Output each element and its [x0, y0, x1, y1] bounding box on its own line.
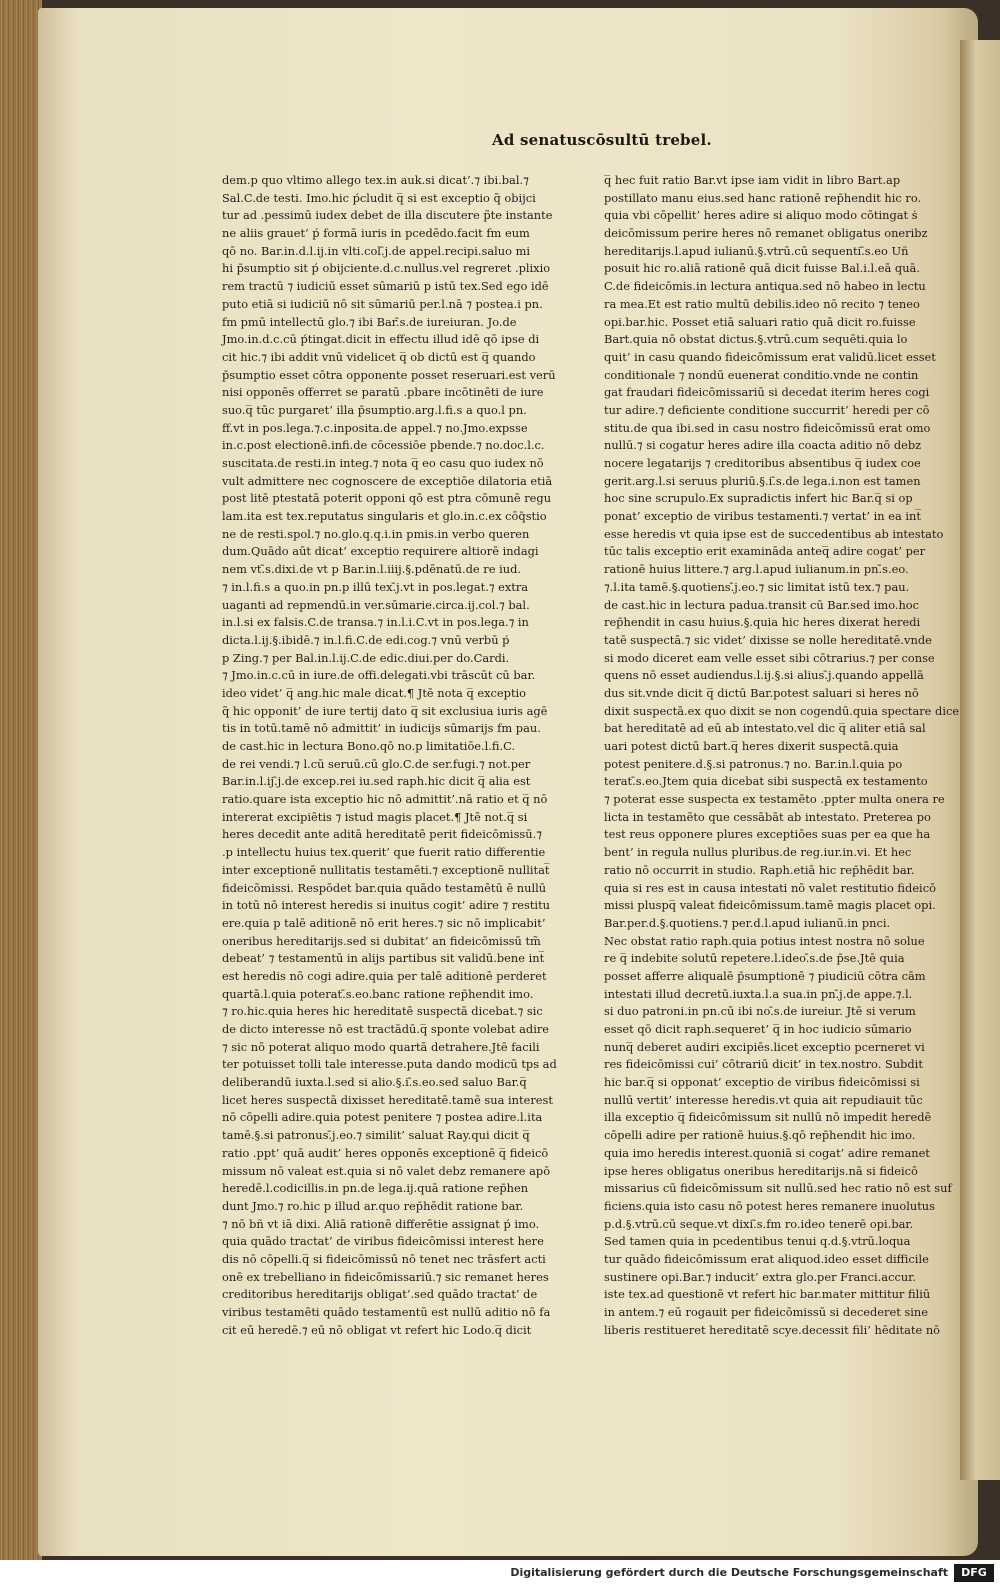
- text-line: quia quādo tractat’ de viribus fideicōmissi interest here: [222, 1234, 544, 1249]
- facing-page-edge: [960, 40, 1000, 1480]
- text-column-left: [222, 172, 557, 1337]
- text-line: ⁊ poterat esse suspecta ex testamēto .ppter multa onera re: [604, 792, 945, 807]
- text-line: Nec obstat ratio raph.quia potius intest nostra nō solue: [604, 933, 925, 948]
- text-line: heredē.l.codicillis.in pn.de lega.ij.quā ratione rep̄hen: [222, 1181, 529, 1196]
- text-line: missarius cū fideicōmissum sit nullū.sed hec ratio nō est suf: [604, 1181, 952, 1196]
- text-line: res fideicōmissi cui’ cōtrariū dicit’ in tex.nostro. Subdit: [604, 1057, 923, 1072]
- text-line: tatē suspectā.⁊ sic videt’ dixisse se nolle hereditatē.vnde: [604, 632, 932, 647]
- text-line: licet heres suspectā dixisset hereditatē.tamē sua interest: [222, 1092, 553, 1107]
- text-line: lam.ita est tex.reputatus singularis et glo.in.c.ex cōq̄stio: [222, 509, 547, 524]
- text-line: postillato manu eius.sed hanc rationē rep̄hendit hic ro.: [604, 190, 922, 205]
- text-line: puto etiā si iudiciū nō sit sūmariū per.l.nā ⁊ postea.i pn.: [222, 296, 543, 311]
- text-line: licta in testamēto que cessābāt ab intestato. Preterea po: [604, 809, 931, 824]
- text-line: Bart.quia nō obstat dictus.§.vtrū.cum sequēti.quia lo: [604, 332, 908, 347]
- text-line: dus sit.vnde dicit q̅ dictū Bar.potest saluari si heres nō: [604, 685, 919, 700]
- text-line: p.d.§.vtrū.cū seque.vt dixi.̄s.fm ro.ideo tenerē opi.bar.: [604, 1216, 914, 1231]
- text-line: ratio nō occurrit in studio. Raph.etiā hic rep̄hēdit bar.: [604, 862, 915, 877]
- text-line: dunt Jmo.⁊ ro.hic p illud ar.quo rep̄hēdit ratione bar.: [222, 1198, 524, 1213]
- text-line: quartā.l.quia poterat.̄s.eo.banc ratione rep̄hendit imo.: [222, 986, 534, 1001]
- text-line: bat hereditatē ad eū ab intestato.vel dic q̅ aliter etiā sal: [604, 721, 926, 736]
- text-line: dis nō cōpelli.q̅ si fideicōmissū nō tenet nec trāsfert acti: [222, 1251, 546, 1266]
- text-line: tur adire.⁊ deficiente conditione succurrit’ heredi per cō: [604, 402, 930, 417]
- text-line: bent’ in regula nullus pluribus.de reg.iur.in.vi. Et hec: [604, 845, 912, 860]
- text-line: in antem.⁊ eū rogauit per fideicōmissū si decederet sine: [604, 1305, 928, 1319]
- text-line: ne de resti.spol.⁊ no.glo.q.q.i.in pmis.in verbo queren: [222, 526, 530, 541]
- text-line: cit hic.⁊ ibi addit vnū videlicet q̅ ob dictū est q̅ quando: [222, 349, 536, 364]
- text-line: in.c.post electionē.infi.de cōcessiōe pbende.⁊ no.doc.l.c.: [222, 438, 545, 453]
- text-line: ⁊ Jmo.in.c.cū in iure.de offi.delegati.vbi trāscūt cū bar.: [222, 668, 536, 683]
- text-line: heres decedit ante aditā hereditatē perit fideicōmissū.⁊: [222, 827, 542, 842]
- text-line: uaganti ad repmendū.in ver.sūmarie.circa.ij.col.⁊ bal.: [222, 597, 530, 612]
- text-line: ne aliis grauet’ ṕ formā iuris in pcedēdo.facit fm eum: [222, 226, 530, 241]
- text-line: quit’ in casu quando fideicōmissum erat validū.licet esset: [604, 349, 936, 364]
- text-line: test reus opponere plures exceptiōes suas per ea que ha: [604, 827, 931, 842]
- text-line: suo.q̅ tūc purgaret’ illa p̄sumptio.arg.l.fi.s a quo.l pn.: [222, 402, 527, 417]
- text-line: ⁊ nō bñ vt iā dixi. Aliā rationē differētie assignat ṕ imo.: [222, 1216, 540, 1231]
- text-line: ⁊ in.l.fi.s a quo.in pn.p illū tex.̄j.vt in pos.legat.⁊ extra: [222, 579, 529, 594]
- text-line: rem tractū ⁊ iudiciū esset sūmariū p istū tex.Sed ego idē: [222, 279, 549, 294]
- text-line: nullū.⁊ si cogatur heres adire illa coacta aditio nō debz: [604, 438, 922, 453]
- text-line: quia imo heredis interest.quoniā si cogat’ adire remanet: [604, 1145, 930, 1160]
- text-line: p̄sumptio esset cōtra opponente posset reseruari.est verū: [222, 367, 556, 382]
- text-line: nisi opponēs offerret se paratū .pbare incōtinēti de iure: [222, 385, 544, 400]
- text-line: nem vt.̄s.dixi.de vt p Bar.in.l.iiij.§.pdēnatū.de re iud.: [222, 562, 521, 577]
- text-line: hoc sine scrupulo.Ex supradictis infert hic Bar.q̅ si op: [604, 491, 913, 506]
- text-line: nocere legatarijs ⁊ creditoribus absentibus q̅ iudex coe: [604, 456, 921, 470]
- text-line: intererat excipiētis ⁊ istud magis placet.¶ Jtē not.q̅ si: [222, 809, 528, 824]
- text-column-right: [604, 172, 960, 1337]
- book-page-edges: [0, 0, 42, 1560]
- text-line: post litē ptestatā poterit opponi qō est ptra cōmunē regu: [222, 491, 552, 506]
- text-line: iste tex.ad questionē vt refert hic bar.mater mittitur filiū: [604, 1287, 931, 1302]
- text-line: de rei vendi.⁊ l.cū seruū.cū glo.C.de ser.fugi.⁊ not.per: [222, 756, 531, 771]
- text-line: ff.vt in pos.lega.⁊.c.inposita.de appel.⁊ no.Jmo.expsse: [222, 420, 528, 435]
- funding-credit: Digitalisierung gefördert durch die Deutsche Forschungsgemeinschaft: [510, 1566, 948, 1579]
- text-line: uari potest dictū bart.q̅ heres dixerit suspectā.quia: [604, 739, 899, 753]
- text-line: dum.Quādo aūt dicat’ exceptio requirere altiorē indagi: [222, 544, 539, 559]
- running-title: Ad senatuscōsultū trebel.: [492, 131, 712, 149]
- text-line: liberis restitueret hereditatē scye.decessit fili’ hēditate nō: [604, 1322, 941, 1337]
- text-line: ra mea.Et est ratio multū debilis.ideo nō recito ⁊ teneo: [604, 296, 920, 311]
- text-line: tamē.§.si patronus.̄j.eo.⁊ similit’ saluat Ray.qui dicit q̅: [222, 1128, 530, 1143]
- text-line: rationē huius littere.⁊ arg.l.apud iulianum.in pn.̄s.eo.: [604, 562, 909, 577]
- text-line: missum nō valeat est.quia si nō valet debz remanere apō: [222, 1163, 551, 1178]
- text-line: dicta.l.ij.§.ibidē.⁊ in.l.fi.C.de edi.cog.⁊ vnū verbū ṕ: [222, 632, 510, 647]
- text-line: fm pmū intellectū glo.⁊ ibi Bar.̄s.de iureiuran. Jo.de: [222, 314, 517, 329]
- text-line: Sal.C.de testi. Imo.hic ṕcludit q̅ si est exceptio q̃ obijci: [222, 190, 536, 205]
- text-line: ter potuisset tolli tale interesse.puta dando modicū tps ad: [222, 1057, 557, 1072]
- text-line: quens nō esset audiendus.l.ij.§.si alius.̄j.quando appellā: [604, 668, 924, 683]
- text-line: ideo videt’ q̅ ang.hic male dicat.¶ Jtē nota q̅ exceptio: [222, 685, 527, 700]
- text-line: tur quādo fideicōmissum erat aliquod.ideo esset difficile: [604, 1251, 929, 1266]
- text-line: cit eū heredē.⁊ eū nō obligat vt refert hic Lodo.q̅ dicit: [222, 1322, 532, 1337]
- text-line: gerit.arg.l.si seruus pluriū.§.i.̄s.de lega.i.non est tamen: [604, 473, 921, 488]
- text-line: si modo diceret eam velle esset sibi cōtrarius.⁊ per conse: [604, 650, 935, 665]
- text-line: inter exceptionē nullitatis testamēti.⁊ exceptionē nullitat̅: [222, 862, 550, 877]
- text-line: nullū vertit’ interesse heredis.vt quia ait repudiauit tūc: [604, 1092, 923, 1107]
- text-line: fideicōmissi. Respōdet bar.quia quādo testamētū ē nullū: [222, 880, 547, 895]
- text-line: dixit suspectā.ex quo dixit se non cogendū.quia spectare dice: [604, 703, 960, 718]
- text-line: C.de fideicōmis.in lectura antiqua.sed nō habeo in lectu: [604, 279, 926, 294]
- text-line: ratio .ppt’ quā audit’ heres opponēs exceptionē q̅ fideicō: [222, 1145, 549, 1160]
- text-line: de cast.hic in lectura Bono.qō no.p limitatiōe.l.fi.C.: [222, 739, 516, 753]
- text-line: tur ad .pessimū iudex debet de illa discutere p̃te instante: [222, 208, 553, 223]
- text-line: ⁊ ro.hic.quia heres hic hereditatē suspectā dicebat.⁊ sic: [222, 1004, 543, 1019]
- text-line: potest penitere.d.§.si patronus.⁊ no. Bar.in.l.quia po: [604, 756, 903, 771]
- text-line: posset afferre aliqualē p̄sumptionē ⁊ piudiciū cōtra cām: [604, 968, 926, 983]
- text-line: missi pluspq̅ valeat fideicōmissum.tamē magis placet opi.: [604, 898, 936, 913]
- text-line: in totū nō interest heredis si inuitus cogit’ adire ⁊ restitu: [222, 898, 550, 913]
- text-line: ficiens.quia isto casu nō potest heres remanere inuolutus: [604, 1198, 935, 1213]
- text-line: rep̄hendit in casu huius.§.quia hic heres dixerat heredi: [604, 615, 921, 630]
- text-line: oneribus hereditarijs.sed si dubitat’ an fideicōmissū tm̃: [222, 933, 541, 948]
- text-line: viribus testamēti quādo testamentū est nullū aditio nō fa: [222, 1305, 551, 1319]
- text-line: ⁊ sic nō poterat aliquo modo quartā detrahere.Jtē facili: [222, 1039, 540, 1054]
- text-line: qō no. Bar.in.d.l.ij.in vlti.col.̄j.de appel.recipi.saluo mi: [222, 243, 531, 258]
- text-line: cōpelli adire per rationē huius.§.qō rep̄hendit hic imo.: [604, 1128, 916, 1143]
- text-line: de cast.hic in lectura padua.transit cū Bar.sed imo.hoc: [604, 597, 920, 612]
- text-line: tūc talis exceptio erit examināda anteq̅ adire cogat’ per: [604, 544, 926, 559]
- text-line: nunq̅ deberet audiri excipiēs.licet exceptio pcerneret vi: [604, 1039, 925, 1054]
- text-line: de dicto interesse nō est tractādū.q̅ sponte volebat adire: [222, 1022, 550, 1036]
- text-line: ratio.quare ista exceptio hic nō admittit’.nā ratio et q̅ nō: [222, 792, 548, 807]
- text-line: esse heredis vt quia ipse est de succedentibus ab intestato: [604, 526, 944, 541]
- text-line: ipse heres obligatus oneribus hereditarijs.nā si fideicō: [604, 1163, 918, 1178]
- text-line: terat.̄s.eo.Jtem quia dicebat sibi suspectā ex testamento: [604, 774, 928, 789]
- text-line: posuit hic ro.aliā rationē quā dicit fuisse Bal.i.l.eā quā.: [604, 261, 920, 276]
- text-line: in.l.si ex falsis.C.de transa.⁊ in.l.i.C.vt in pos.lega.⁊ in: [222, 615, 529, 630]
- text-line: hic bar.q̅ si opponat’ exceptio de viribus fideicōmissi si: [604, 1075, 920, 1090]
- text-line: ⁊.l.ita tamē.§.quotiens.̄j.eo.⁊ sic limitat istū tex.⁊ pau.: [604, 579, 910, 594]
- text-line: re q̅ indebite solutū repetere.l.ideo.̄s.de p̄se.Jtē quia: [604, 951, 905, 966]
- text-line: Bar.in.l.ij.̄j.de excep.rei iu.sed raph.hic dicit q̅ alia est: [222, 774, 531, 789]
- text-line: creditoribus hereditarijs obligat’.sed quādo tractat’ de: [222, 1287, 538, 1302]
- text-line: .p intellectu huius tex.querit’ que fuerit ratio differentie: [222, 845, 546, 860]
- text-line: deicōmissum perire heres nō remanet obligatus oneribz: [604, 226, 928, 241]
- text-line: suscitata.de resti.in integ.⁊ nota q̅ eo casu quo iudex nō: [222, 456, 544, 470]
- footer-bar: [0, 1560, 1000, 1586]
- text-line: gat fraudari fideicōmissariū si decedat iterim heres cogi: [604, 385, 930, 400]
- text-line: quia vbi cōpellit’ heres adire si aliquo modo cōtingat ṡ: [604, 208, 918, 223]
- text-line: nō cōpelli adire.quia potest penitere ⁊ postea adire.l.ita: [222, 1110, 543, 1125]
- text-line: onē ex trebelliano in fideicōmissariū.⁊ sic remanet heres: [222, 1269, 549, 1284]
- text-line: Bar.per.d.§.quotiens.⁊ per.d.l.apud iulianū.in pnci.: [604, 915, 891, 930]
- text-line: dem.p quo vltimo allego tex.in auk.si dicat’.⁊ ibi.bal.⁊: [222, 173, 529, 187]
- text-line: q̅ hec fuit ratio Bar.vt ipse iam vidit in libro Bart.ap: [604, 173, 901, 187]
- text-line: ponat’ exceptio de viribus testamenti.⁊ vertat’ in ea int̅: [604, 509, 921, 524]
- text-line: p Zing.⁊ per Bal.in.l.ij.C.de edic.diui.per do.Cardi.: [222, 650, 510, 665]
- text-line: hereditarijs.l.apud iulianū.§.vtrū.cū sequenti.̄s.eo Uñ: [604, 243, 909, 258]
- text-line: tis in totū.tamē nō admittit’ in iudicijs sūmarijs fm pau.: [222, 721, 541, 736]
- text-line: stitu.de qua ibi.sed in casu nostro fideicōmissū erat omo: [604, 420, 931, 435]
- text-line: deliberandū iuxta.l.sed si alio.§.i.̄s.eo.sed saluo Bar.q̅: [222, 1075, 527, 1090]
- text-line: quia si res est in causa intestati nō valet restitutio fideicō: [604, 880, 936, 895]
- text-line: Jmo.in.d.c.cū ṕtingat.dicit in effectu illud idē qō ipse di: [222, 332, 540, 347]
- text-line: opi.bar.hic. Posset etiā saluari ratio quā dicit ro.fuisse: [604, 314, 916, 329]
- text-line: ere.quia p talē aditionē nō erit heres.⁊ sic nō implicabit’: [222, 915, 546, 930]
- text-line: vult admittere nec cognoscere de exceptiōe dilatoria etiā: [222, 473, 553, 488]
- text-line: conditionale ⁊ nondū euenerat conditio.vnde ne contin: [604, 367, 919, 382]
- text-line: intestati illud decretū.iuxta.l.a sua.in pn.̄j.de appe.⁊.l.: [604, 986, 913, 1001]
- dfg-logo-icon: DFG: [954, 1564, 994, 1582]
- text-line: Sed tamen quia in pcedentibus tenui q.d.§.vtrū.loqua: [604, 1234, 911, 1249]
- text-line: hi p̄sumptio sit ṕ obijciente.d.c.nullus.vel regreret .plixio: [222, 261, 551, 276]
- text-line: esset qō dicit raph.sequeret’ q̅ in hoc iudicio sūmario: [604, 1022, 912, 1036]
- text-line: q̃ hic opponit’ de iure tertij dato q̅ sit exclusiua iuris agē: [222, 703, 548, 718]
- text-line: est heredis nō cogi adire.quia per talē aditionē perderet: [222, 968, 547, 983]
- text-line: debeat’ ⁊ testamentū in alijs partibus sit validū.bene int̅: [222, 951, 545, 966]
- text-line: illa exceptio q̅ fideicōmissum sit nullū nō impedit heredē: [604, 1110, 932, 1125]
- text-line: sustinere opi.Bar.⁊ inducit’ extra glo.per Franci.accur.: [604, 1269, 916, 1284]
- text-line: si duo patroni.in pn.cū ibi no.̄s.de iureiur. Jtē si verum: [604, 1004, 916, 1019]
